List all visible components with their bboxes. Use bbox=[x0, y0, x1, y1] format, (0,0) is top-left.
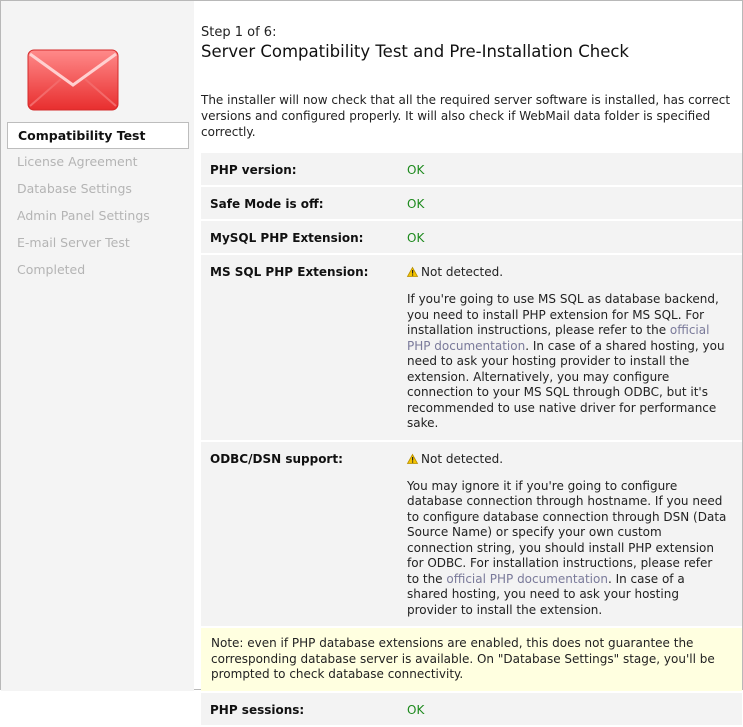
checks-list bbox=[201, 153, 742, 727]
check-label: MS SQL PHP Extension: bbox=[210, 265, 369, 279]
check-row-odbc bbox=[201, 442, 742, 627]
check-row-php-version bbox=[201, 153, 742, 185]
step-license-agreement: License Agreement bbox=[17, 154, 138, 169]
status-not-detected: Not detected. bbox=[421, 451, 504, 466]
envelope-icon bbox=[27, 49, 119, 111]
wizard-steps bbox=[7, 122, 189, 284]
check-row-mssql bbox=[201, 255, 742, 440]
check-label: PHP sessions: bbox=[210, 702, 305, 717]
check-details bbox=[407, 479, 728, 619]
check-details bbox=[407, 292, 728, 432]
status-ok: OK bbox=[407, 163, 425, 177]
check-row-mysql bbox=[201, 221, 742, 253]
php-docs-link[interactable]: official PHP documentation bbox=[407, 323, 710, 353]
status-ok: OK bbox=[407, 197, 425, 211]
php-docs-link[interactable]: official PHP documentation bbox=[446, 571, 608, 586]
step-completed: Completed bbox=[17, 262, 86, 277]
step-indicator: Step 1 of 6: bbox=[201, 25, 277, 40]
warning-icon bbox=[407, 267, 418, 277]
details-text: You may ignore it if you're going to configure database connection through hostname. If you need to configure database connection through DSN (Data Source Name) or specify your own custom connection string, you should install PHP extension for ODBC. For installation instructions, please refer to the bbox=[407, 478, 727, 586]
status-not-detected: Not detected. bbox=[421, 265, 504, 279]
page-title: Server Compatibility Test and Pre-Installation Check bbox=[201, 42, 629, 61]
check-label: Safe Mode is off: bbox=[210, 197, 324, 211]
check-label: PHP version: bbox=[210, 163, 297, 177]
status-ok: OK bbox=[407, 231, 425, 245]
check-label: ODBC/DSN support: bbox=[210, 451, 343, 466]
details-text: If you're going to use MS SQL as database backend, you need to install PHP extension for MS SQL. For installation instructions, please refer to the bbox=[407, 292, 719, 337]
step-admin-panel-settings: Admin Panel Settings bbox=[17, 208, 150, 223]
step-compatibility-test[interactable]: Compatibility Test bbox=[7, 122, 189, 149]
check-label: MySQL PHP Extension: bbox=[210, 231, 364, 245]
check-row-safe-mode bbox=[201, 187, 742, 219]
intro-text: The installer will now check that all the required server software is installed, has correct versions and configured properly. It will also check if WebMail data folder is specified correctly. bbox=[201, 93, 731, 139]
details-text: . In case of a shared hosting, you need to ask your hosting provider to install the extension. bbox=[407, 571, 685, 617]
status-ok: OK bbox=[407, 702, 425, 717]
step-email-server-test: E-mail Server Test bbox=[17, 235, 130, 250]
database-note: Note: even if PHP database extensions are enabled, this does not guarantee the corresponding database server is available. On "Database Settings" stage, you'll be prompted to check database connectivity. bbox=[201, 628, 742, 691]
check-row-php-sessions bbox=[201, 693, 742, 725]
sidebar bbox=[1, 1, 194, 691]
details-text: . In case of a shared hosting, you need to ask your hosting provider to install the extension. Alternatively, you may configure connection to your MS SQL through ODBC, but it's recommended to use native driver for performance sake. bbox=[407, 338, 725, 430]
step-database-settings: Database Settings bbox=[17, 181, 132, 196]
warning-icon bbox=[407, 454, 418, 464]
